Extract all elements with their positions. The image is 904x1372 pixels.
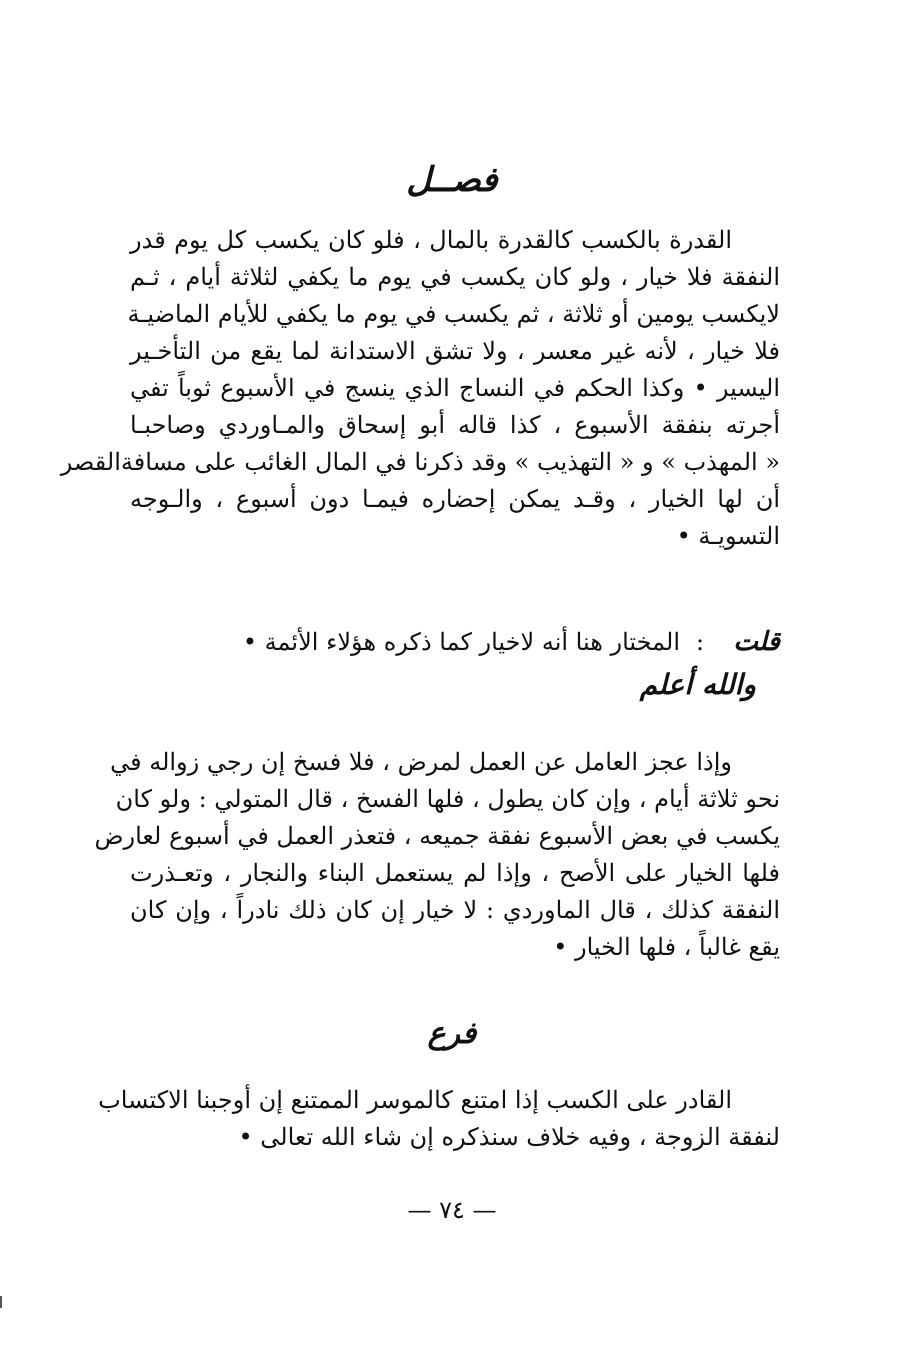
paragraph-1-line: التسويـة • — [676, 522, 780, 550]
paragraph-2-line: النفقة كذلك ، قال الماوردي : لا خيار إن كان ذلك نادراً ، وإن كان — [130, 896, 780, 924]
paragraph-3-line: القادر على الكسب إذا امتنع كالموسر الممتنع إن أوجبنا الاكتساب — [98, 1086, 732, 1114]
paragraph-1-line: « المهذب » و « التهذيب » وقد ذكرنا في المال الغائب على مسافةالقصر — [60, 448, 780, 476]
closing-wallahu-alam: والله أعلم — [639, 668, 756, 701]
paragraph-1-line: اليسير • وكذا الحكم في النساج الذي ينسج في الأسبوع ثوباً تفي — [130, 374, 780, 402]
margin-mark — [0, 1296, 2, 1308]
paragraph-2-line: وإذا عجز العامل عن العمل لمرض ، فلا فسخ إن رجي زواله في — [110, 748, 732, 776]
paragraph-2 — [94, 744, 780, 966]
paragraph-2-line: يكسب في بعض الأسبوع نفقة جميعه ، فتعذر العمل في أسبوع لعارض — [94, 822, 780, 850]
section-heading-fasl: فصــل — [406, 160, 498, 200]
section-heading-far: فرع — [427, 1016, 477, 1051]
note-qult — [200, 624, 780, 661]
paragraph-2-line: فلها الخيار على الأصح ، وإذا لم يستعمل البناء والنجار ، وتعـذرت — [130, 859, 780, 887]
paragraph-1-line: القدرة بالكسب كالقدرة بالمال ، فلو كان يكسب كل يوم قدر — [130, 226, 732, 254]
paragraph-2-line: نحو ثلاثة أيام ، وإن كان يطول ، فلها الفسخ ، قال المتولي : ولو كان — [115, 785, 780, 813]
paragraph-1-line: أجرته بنفقة الأسبوع ، كذا قاله أبو إسحاق والمـاوردي وصاحبـا — [130, 411, 780, 439]
paragraph-1-line: فلا خيار ، لأنه غير معسر ، ولا تشق الاستدانة لما يقع من التأخـير — [130, 337, 780, 365]
paragraph-1-line: لايكسب يومين أو ثلاثة ، ثم يكسب في يوم ما يكفي للأيام الماضيـة — [127, 300, 780, 328]
paragraph-2-line: يقع غالباً ، فلها الخيار • — [553, 933, 780, 961]
note-colon: : — [695, 628, 705, 656]
paragraph-1-line: النفقة فلا خيار ، ولو كان يكسب في يوم ما يكفي لثلاثة أيام ، ثـم — [130, 263, 780, 291]
page-number: — ٧٤ — — [407, 1196, 497, 1224]
paragraph-3 — [98, 1082, 780, 1156]
note-text: المختار هنا أنه لاخيار كما ذكره هؤلاء الأئمة • — [242, 628, 680, 656]
paragraph-1-line: أن لها الخيار ، وقـد يمكن إحضاره فيمـا دون أسبوع ، والـوجه — [130, 485, 780, 513]
note-label: قلت — [733, 627, 780, 657]
paragraph-1 — [60, 222, 780, 555]
paragraph-3-line: لنفقة الزوجة ، وفيه خلاف سنذكره إن شاء الله تعالى • — [238, 1123, 780, 1151]
